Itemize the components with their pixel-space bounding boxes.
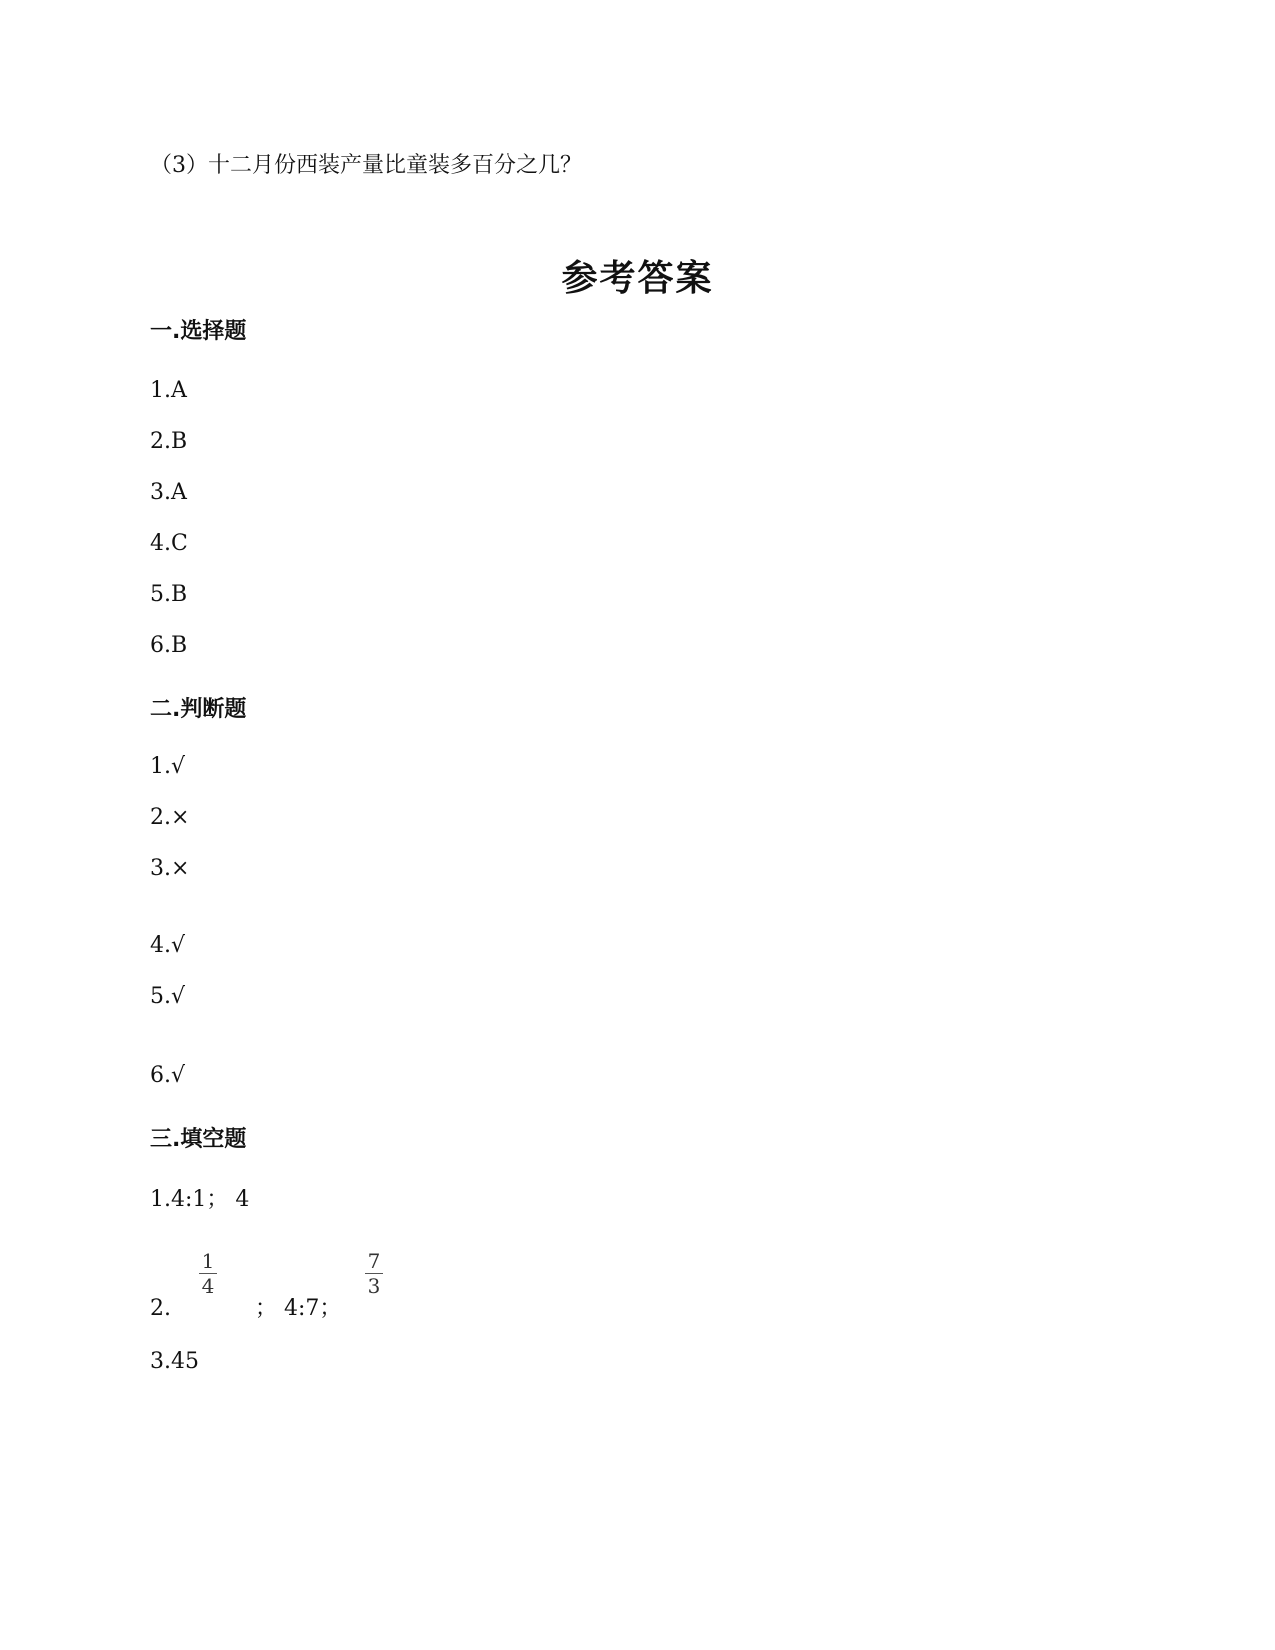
section-heading-choice: 一.选择题: [150, 319, 247, 344]
fraction-denominator: 3: [367, 1274, 381, 1298]
section-heading-fill-blank: 三.填空题: [150, 1127, 247, 1152]
answer-item: 1.A: [150, 378, 187, 403]
fraction-denominator: 4: [201, 1274, 215, 1298]
answer-item: 4.√: [150, 933, 186, 958]
fraction-one-quarter: [199, 1250, 217, 1297]
answer-item: 3.×: [150, 856, 190, 881]
answer-key-title: 参考答案: [561, 258, 714, 299]
answer-item: 2.×: [150, 805, 190, 830]
section-heading-judgement: 二.判断题: [150, 697, 247, 722]
answer-item: 1.√: [150, 754, 186, 779]
fraction-numerator: 1: [201, 1249, 215, 1273]
answer-item: 2.B: [150, 429, 188, 454]
answer-item: 3.A: [150, 480, 187, 505]
answer-item: 3.45: [150, 1349, 199, 1374]
answer-item: 6.B: [150, 633, 188, 658]
answer-item: 6.√: [150, 1063, 186, 1088]
answer-item-prefix: 2.: [150, 1296, 171, 1321]
question-text: （3）十二月份西装产量比童装多百分之几？: [150, 153, 582, 178]
fraction-numerator: 7: [367, 1249, 381, 1273]
answer-item: 1.4:1； 4: [150, 1187, 250, 1212]
fraction-seven-thirds: [365, 1250, 383, 1297]
answer-item: 5.√: [150, 984, 186, 1009]
answer-item: 5.B: [150, 582, 188, 607]
answer-item: 4.C: [150, 531, 188, 556]
answer-item-middle: ； 4:7；: [255, 1296, 342, 1321]
